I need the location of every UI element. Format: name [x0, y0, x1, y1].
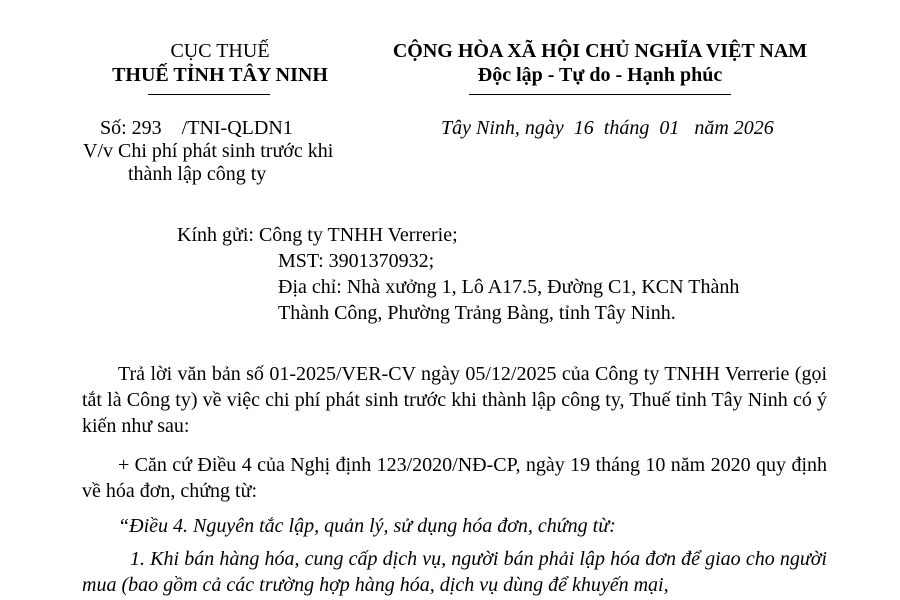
subject-line-2: thành lập công ty	[128, 163, 267, 185]
subject-line-1: V/v Chi phí phát sinh trước khi	[83, 140, 334, 162]
recipient-address-line-2: Thành Công, Phường Trảng Bàng, tỉnh Tây Ninh.	[278, 302, 676, 324]
article-clause-1: 1. Khi bán hàng hóa, cung cấp dịch vụ, người bán phải lập hóa đơn để giao cho người mua (bao gồm cả các trường hợp hàng hóa, dịch vụ dùng để khuyến mại,	[82, 548, 827, 596]
national-motto: Độc lập - Tự do - Hạnh phúc	[477, 64, 723, 86]
document-date: Tây Ninh, ngày 16 tháng 01 năm 2026	[441, 117, 774, 139]
document-number: Số: 293 /TNI-QLDN1	[100, 117, 293, 139]
recipient-address-line-1: Địa chỉ: Nhà xưởng 1, Lô A17.5, Đường C1, KCN Thành	[278, 276, 740, 298]
country-name: CỘNG HÒA XÃ HỘI CHỦ NGHĨA VIỆT NAM	[392, 40, 808, 62]
article-heading: “Điều 4. Nguyên tắc lập, quản lý, sử dụng hóa đơn, chứng từ:	[118, 515, 616, 537]
agency-underline	[148, 94, 270, 95]
motto-underline	[469, 94, 731, 95]
agency-parent: CỤC THUẾ	[170, 40, 270, 62]
body-paragraph-2: + Căn cứ Điều 4 của Nghị định 123/2020/NĐ-CP, ngày 19 tháng 10 năm 2020 quy định về hóa đơn, chứng từ:	[82, 454, 827, 502]
recipient-tax-code: MST: 3901370932;	[278, 250, 435, 272]
agency-name: THUẾ TỈNH TÂY NINH	[112, 64, 328, 86]
body-paragraph-1: Trả lời văn bản số 01-2025/VER-CV ngày 05/12/2025 của Công ty TNHH Verrerie (gọi tắt là Công ty) về việc chi phí phát sinh trước khi thành lập công ty, Thuế tỉnh Tây Ninh có ý kiến như sau:	[82, 363, 827, 437]
recipient-line: Kính gửi: Công ty TNHH Verrerie;	[177, 224, 458, 246]
